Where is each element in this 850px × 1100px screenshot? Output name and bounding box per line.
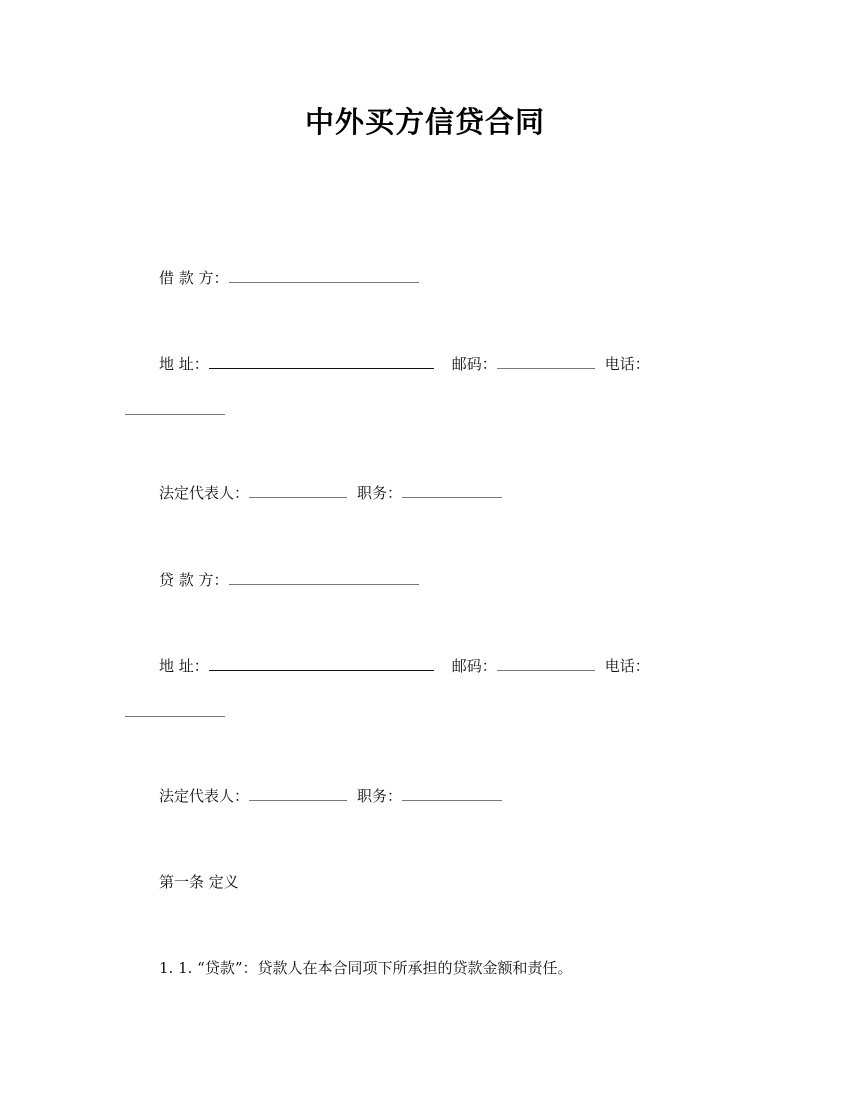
document-title: 中外买方信贷合同 (304, 105, 545, 139)
article-1-heading: 第一条 定义 (159, 873, 239, 891)
lender-position-blank[interactable] (402, 786, 502, 801)
lender-postcode-label: 邮码： (451, 657, 497, 675)
lender-address-label: 地 址： (159, 657, 209, 675)
borrower-phone-label: 电话： (604, 355, 650, 373)
lender-phone-label: 电话： (604, 657, 650, 675)
borrower-name-line (159, 268, 419, 288)
borrower-address-blank[interactable] (209, 354, 434, 369)
borrower-postcode-blank[interactable] (497, 354, 595, 369)
borrower-rep-label: 法定代表人： (159, 484, 250, 502)
lender-name-label: 贷 款 方： (159, 571, 229, 589)
borrower-rep-blank[interactable] (249, 483, 347, 498)
lender-phone-blank[interactable] (125, 702, 225, 717)
lender-name-line (159, 570, 419, 590)
borrower-phone-line (125, 400, 225, 420)
clause-1-1: 1. 1. “贷款”：贷款人在本合同项下所承担的贷款金额和责任。 (159, 959, 573, 977)
borrower-postcode-label: 邮码： (451, 355, 497, 373)
lender-postcode-blank[interactable] (497, 656, 595, 671)
borrower-phone-blank[interactable] (125, 400, 225, 415)
lender-address-blank[interactable] (209, 656, 434, 671)
lender-phone-line (125, 702, 225, 722)
lender-rep-label: 法定代表人： (159, 787, 250, 805)
borrower-address-label: 地 址： (159, 355, 209, 373)
borrower-position-blank[interactable] (402, 483, 502, 498)
lender-address-line (159, 656, 650, 676)
borrower-position-label: 职务： (357, 484, 403, 502)
borrower-rep-line (159, 483, 502, 503)
borrower-name-blank[interactable] (229, 268, 419, 283)
lender-rep-blank[interactable] (249, 786, 347, 801)
lender-position-label: 职务： (357, 787, 403, 805)
borrower-address-line (159, 354, 650, 374)
borrower-name-label: 借 款 方： (159, 269, 229, 287)
lender-name-blank[interactable] (229, 570, 419, 585)
lender-rep-line (159, 786, 502, 806)
